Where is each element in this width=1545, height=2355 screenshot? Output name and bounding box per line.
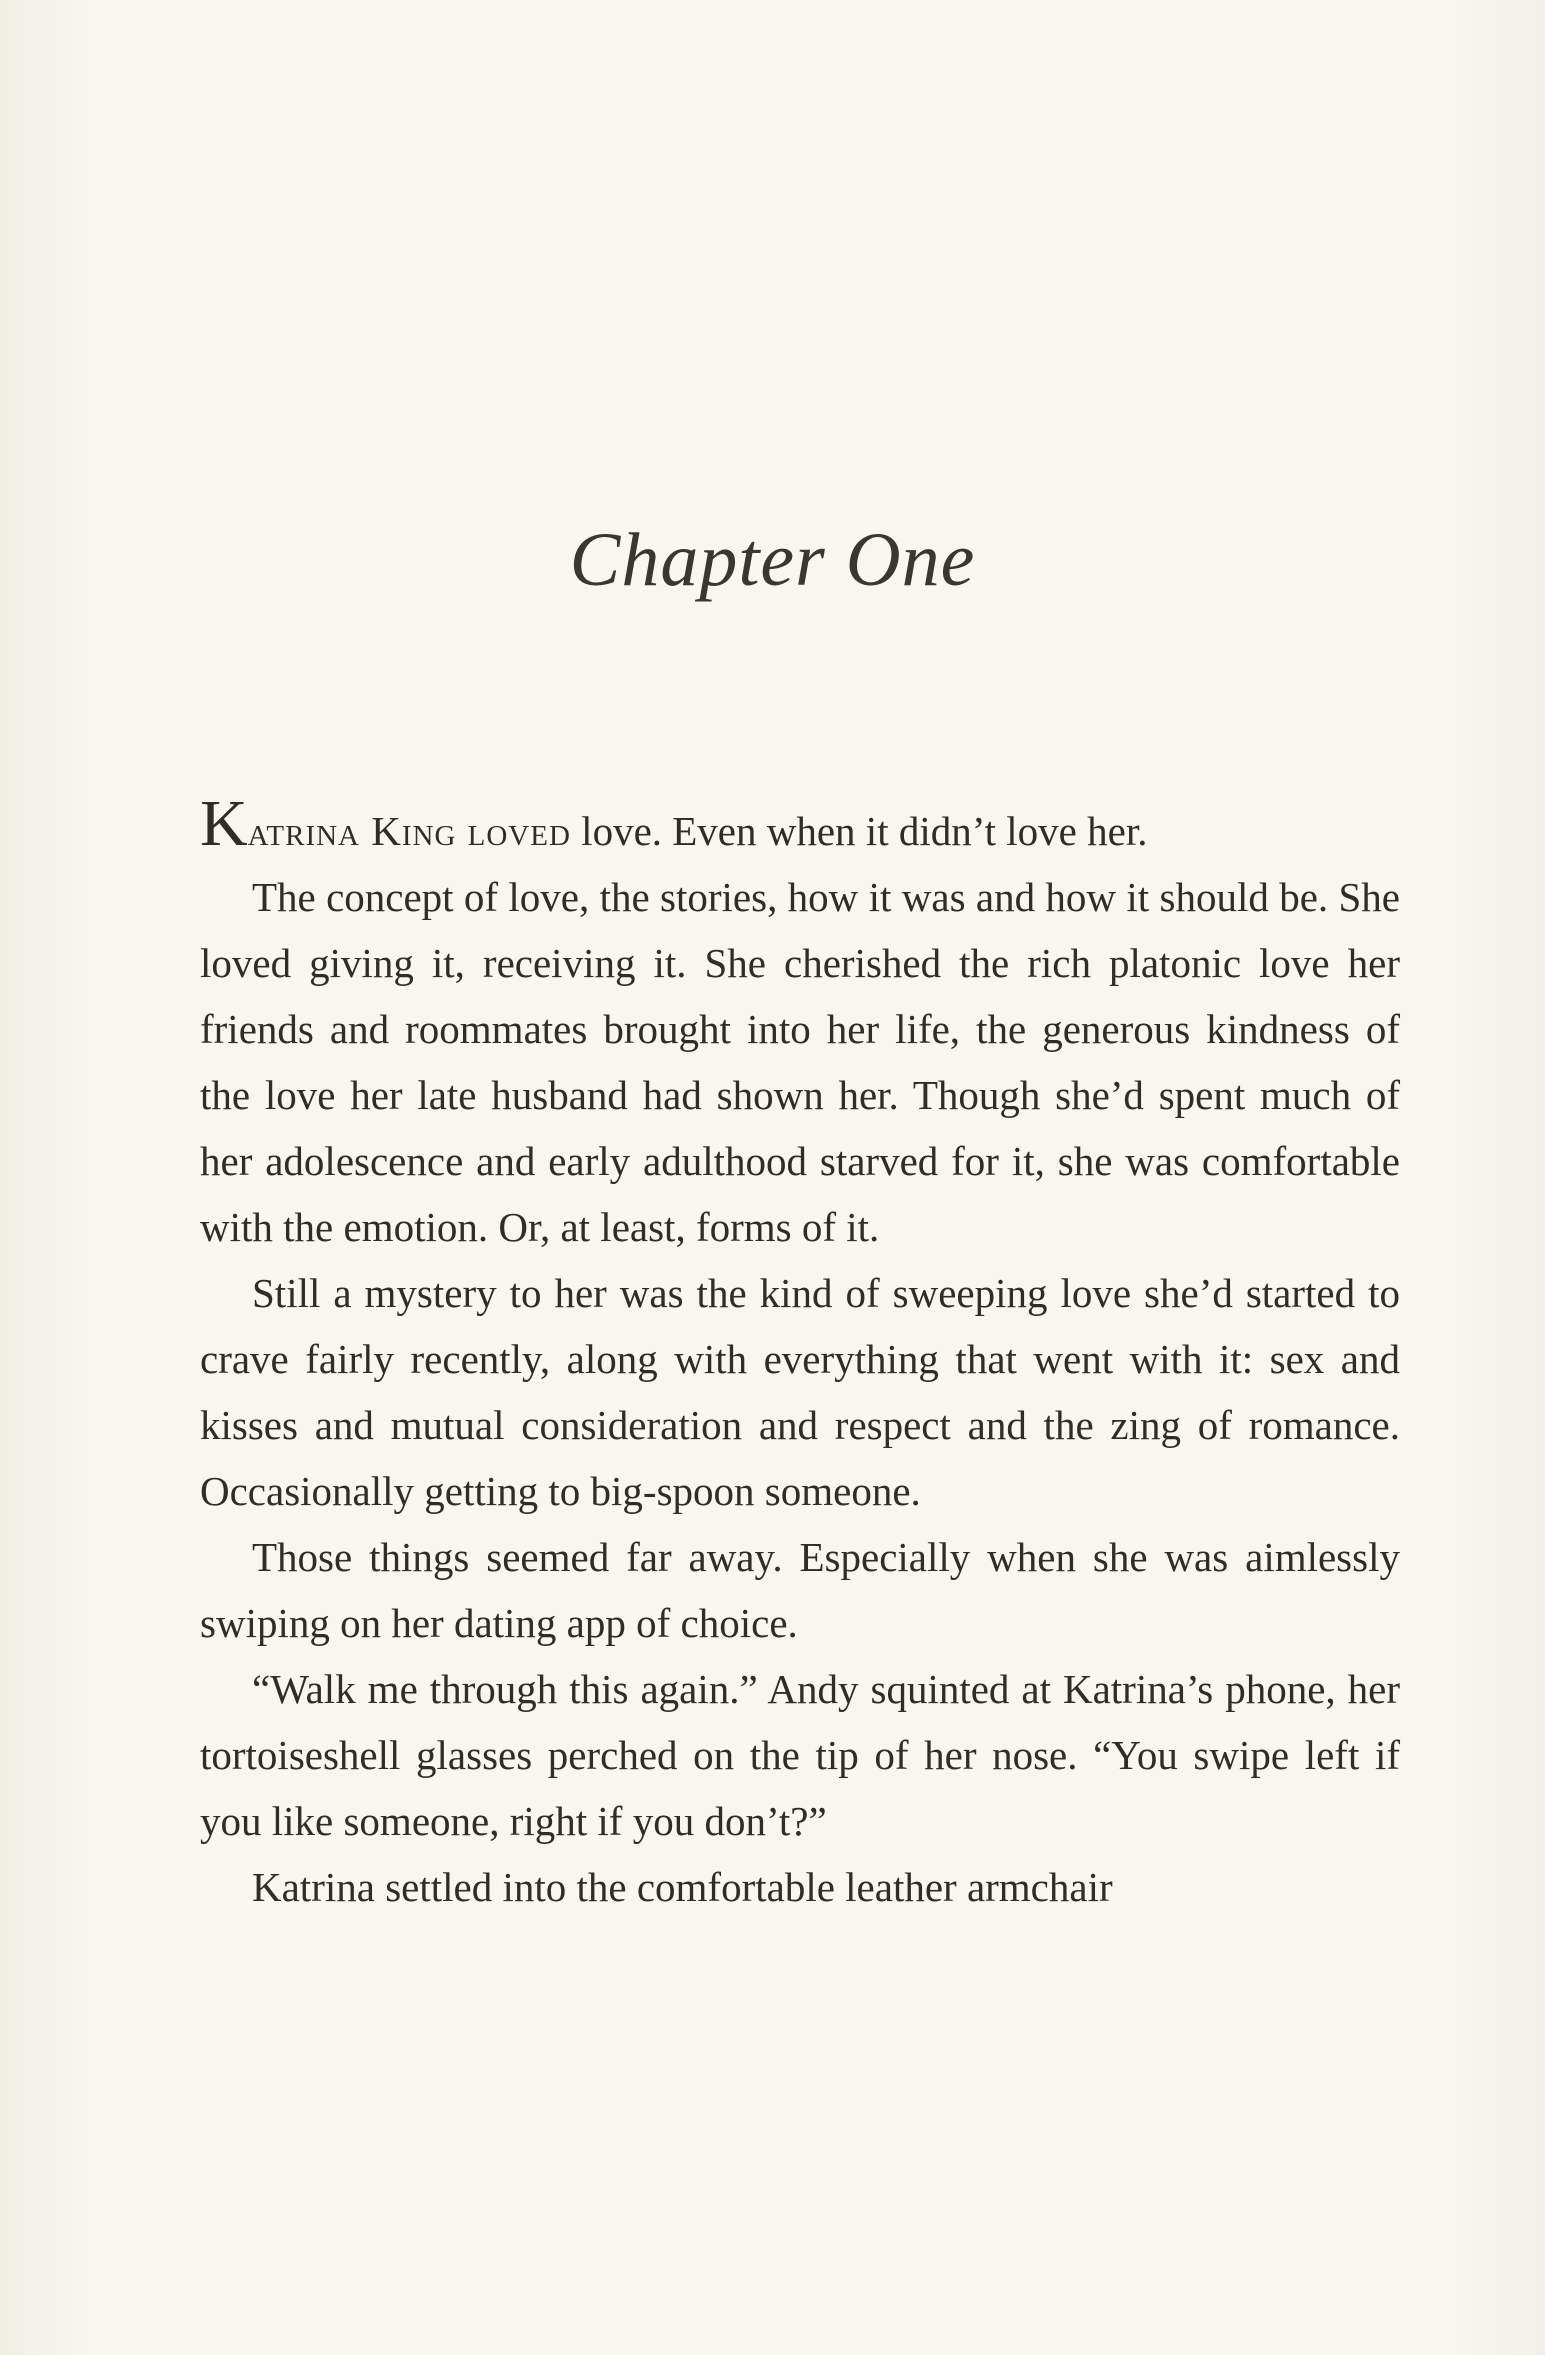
paragraph-1-text: love. Even when it didn’t love her.: [570, 808, 1148, 854]
opening-smallcaps: atrina King loved: [247, 808, 571, 854]
paragraph-4: Those things seemed far away. Especially when she was aimlessly swiping on her dating app of choice.: [200, 1534, 1400, 1646]
chapter-title: Chapter One: [569, 517, 976, 602]
paragraph-2: The concept of love, the stories, how it was and how it should be. She loved giving it, receiving it. She cherished the rich platonic love her friends and roommates brought into her life, the generous kindness of the love her late husband had shown her. Though she’d spent much of her adolescence and early adulthood starved for it, she was comfortable with the emotion. Or, at least, forms of it.: [200, 874, 1400, 1250]
chapter-body: [200, 787, 1400, 1920]
paragraph-6: Katrina settled into the comfortable leather armchair: [252, 1864, 1113, 1910]
paragraph-5: “Walk me through this again.” Andy squinted at Katrina’s phone, her tortoiseshell glasses perched on the tip of her nose. “You swipe left if you like someone, right if you don’t?”: [200, 1666, 1400, 1844]
paragraph-3: Still a mystery to her was the kind of sweeping love she’d started to crave fairly recently, along with everything that went with it: sex and kisses and mutual consideration and respect and the zing of romance. Occasionally getting to big-spoon someone.: [200, 1270, 1400, 1514]
drop-cap: K: [200, 787, 248, 860]
paragraph-1: [200, 787, 1400, 864]
